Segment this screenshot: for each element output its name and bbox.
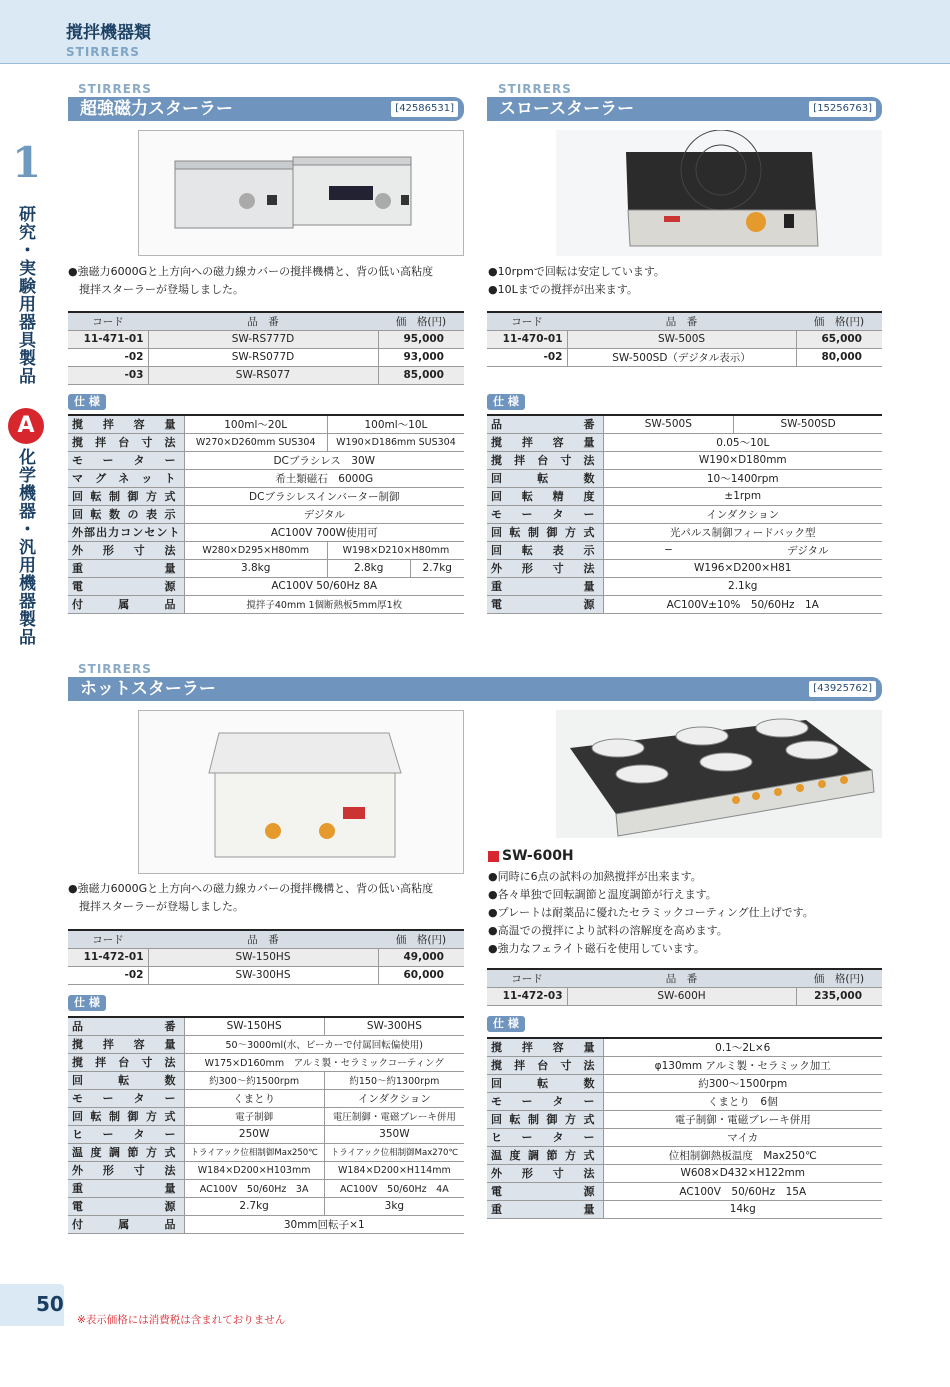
s3-label: STIRRERS — [78, 662, 152, 676]
s1-bullet: ●強磁力6000Gと上方向への磁力線カバーの撹拌機構と、背の低い高粘度 — [68, 265, 434, 278]
spec-value: くまとり — [184, 1089, 324, 1107]
s3-bullet: 撹拌スターラーが登場しました。 — [68, 900, 244, 913]
product-name: SW-500S — [567, 330, 796, 348]
s1-title — [68, 97, 464, 121]
product-price: 85,000 — [378, 366, 464, 384]
s3-spec-label: 仕 様 — [68, 995, 106, 1011]
table-header-row — [68, 312, 464, 330]
spec-key: 撹拌台寸法 — [68, 433, 184, 451]
s3-code: [43925762] — [809, 681, 876, 697]
s2-spec-table — [487, 414, 882, 614]
spec-row — [487, 451, 882, 469]
product-code: 11-471-01 — [68, 330, 148, 348]
spec-value: 2.7kg — [184, 1197, 324, 1215]
spec-row — [487, 1164, 882, 1182]
s2-code: [15256763] — [809, 101, 876, 117]
spec-value: AC100V 50/60Hz 3A — [184, 1179, 324, 1197]
stirrer-illustration — [556, 130, 882, 256]
s3-bullets — [68, 880, 433, 916]
spec-row — [487, 523, 882, 541]
spec-value: W184×D200×H114mm — [324, 1161, 464, 1179]
product-price: 49,000 — [378, 948, 464, 966]
spec-key: 撹拌台寸法 — [487, 451, 603, 469]
spec-key: 外形寸法 — [68, 1161, 184, 1179]
product-name: SW-RS077 — [148, 366, 378, 384]
s2-product-photo — [556, 130, 882, 256]
spec-key: 撹拌容量 — [487, 433, 603, 451]
spec-row — [487, 1110, 882, 1128]
spec-value: SW-300HS — [324, 1017, 464, 1035]
spec-value: W190×D186mm SUS304 — [327, 433, 464, 451]
spec-value: W280×D295×H80mm — [184, 541, 327, 559]
spec-key: 付属品 — [68, 1215, 184, 1233]
spec-key: マグネット — [68, 469, 184, 487]
chapter-number: 1 — [12, 138, 42, 187]
table-row — [68, 966, 464, 984]
col-name: 品 番 — [148, 930, 378, 948]
s4-model-heading — [488, 848, 574, 864]
spec-value: くまとり 6個 — [603, 1092, 882, 1110]
spec-value: SW-150HS — [184, 1017, 324, 1035]
spec-value: 撹拌子40mm 1個断熱板5mm厚1枚 — [184, 595, 464, 613]
s1-bullets — [68, 263, 433, 299]
product-price: 65,000 — [796, 330, 882, 348]
spec-value: SW-500SD — [734, 415, 882, 433]
spec-row — [68, 469, 464, 487]
s4-model: SW-600H — [502, 848, 574, 864]
spec-key: 回転数 — [487, 469, 603, 487]
s4-bullet: ●各々単独で回転調節と温度調節が行えます。 — [488, 888, 717, 901]
s3-bullet: ●強磁力6000Gと上方向への磁力線カバーの撹拌機構と、背の低い高粘度 — [68, 882, 434, 895]
spec-key: 重量 — [487, 577, 603, 595]
product-name: SW-150HS — [148, 948, 378, 966]
spec-key: 品番 — [487, 415, 603, 433]
col-name: 品 番 — [567, 969, 796, 987]
spec-key: 撹拌台寸法 — [68, 1053, 184, 1071]
spec-row — [68, 559, 464, 577]
spec-value: − — [603, 541, 734, 559]
s4-spec-label: 仕 様 — [487, 1016, 525, 1032]
spec-key: 外部出力コンセント — [68, 523, 184, 541]
spec-key: 品番 — [68, 1017, 184, 1035]
spec-key: 撹拌容量 — [68, 415, 184, 433]
spec-value: W608×D432×H122mm — [603, 1164, 882, 1182]
table-header-row — [68, 930, 464, 948]
spec-value: 3.8kg — [184, 559, 327, 577]
spec-value: W190×D180mm — [603, 451, 882, 469]
table-header-row — [487, 969, 882, 987]
product-name: SW-500SD（デジタル表示） — [567, 348, 796, 366]
table-row — [487, 348, 882, 366]
spec-value: 約300〜約1500rpm — [184, 1071, 324, 1089]
spec-value: 2.1kg — [603, 577, 882, 595]
product-name: SW-300HS — [148, 966, 378, 984]
spec-row — [68, 1035, 464, 1053]
spec-value: AC100V±10% 50/60Hz 1A — [603, 595, 882, 613]
spec-row — [487, 577, 882, 595]
spec-row — [68, 487, 464, 505]
chapter-title: 研究・実験用器具製品 — [15, 205, 35, 385]
spec-value: インダクション — [324, 1089, 464, 1107]
s3-product-photo — [138, 710, 464, 874]
spec-key: 電源 — [487, 595, 603, 613]
stirrer-illustration — [139, 131, 464, 256]
spec-row — [487, 1056, 882, 1074]
spec-row — [487, 1200, 882, 1218]
spec-row — [487, 1092, 882, 1110]
spec-key: モーター — [487, 1092, 603, 1110]
spec-row — [68, 1053, 464, 1071]
spec-value: インダクション — [603, 505, 882, 523]
spec-row — [487, 469, 882, 487]
spec-row — [68, 451, 464, 469]
product-name: SW-RS077D — [148, 348, 378, 366]
table-row — [68, 348, 464, 366]
spec-key: 回転数 — [68, 1071, 184, 1089]
spec-value: W196×D200×H81 — [603, 559, 882, 577]
spec-value: 約300〜1500rpm — [603, 1074, 882, 1092]
spec-row — [487, 1038, 882, 1056]
spec-value: 350W — [324, 1125, 464, 1143]
spec-value: 位相制御熱板温度 Max250℃ — [603, 1146, 882, 1164]
spec-row — [487, 1182, 882, 1200]
spec-key: 重量 — [68, 1179, 184, 1197]
spec-row — [68, 1107, 464, 1125]
spec-value: AC100V 50/60Hz 15A — [603, 1182, 882, 1200]
spec-value: トライアック位相制御Max270℃ — [324, 1143, 464, 1161]
spec-key: 付属品 — [68, 595, 184, 613]
spec-value: 50〜3000ml(水、ビーカーで付属回転偏使用) — [184, 1035, 464, 1053]
spec-value: W175×D160mm アルミ製・セラミックコーティング — [184, 1053, 464, 1071]
spec-value: 約150〜約1300rpm — [324, 1071, 464, 1089]
spec-value: 電子制御・電磁ブレーキ併用 — [603, 1110, 882, 1128]
spec-row — [68, 1017, 464, 1035]
spec-row — [487, 1074, 882, 1092]
table-row — [68, 948, 464, 966]
s2-product-table — [487, 311, 882, 367]
tax-footnote: ※表示価格には消費税は含まれておりません — [77, 1314, 286, 1326]
product-price: 60,000 — [378, 966, 464, 984]
spec-row — [68, 1197, 464, 1215]
s3-spec-table — [68, 1016, 464, 1234]
s1-label: STIRRERS — [78, 82, 152, 96]
s4-bullet: ●強力なフェライト磁石を使用しています。 — [488, 942, 705, 955]
page-subtitle: STIRRERS — [66, 45, 140, 59]
s2-spec-label: 仕 様 — [487, 394, 525, 410]
spec-row — [68, 415, 464, 433]
table-header-row — [487, 312, 882, 330]
spec-value: 2.8kg — [327, 559, 410, 577]
spec-key: 電源 — [68, 1197, 184, 1215]
spec-key: ヒーター — [68, 1125, 184, 1143]
spec-value: 光パルス制御フィードバック型 — [603, 523, 882, 541]
product-price: 95,000 — [378, 330, 464, 348]
spec-key: モーター — [68, 1089, 184, 1107]
s1-product-table — [68, 311, 464, 385]
s4-bullets — [488, 868, 814, 958]
product-name: SW-600H — [567, 987, 796, 1005]
spec-row — [487, 415, 882, 433]
page-header — [0, 0, 950, 64]
spec-value: 250W — [184, 1125, 324, 1143]
spec-value: SW-500S — [603, 415, 734, 433]
product-code: -02 — [68, 966, 148, 984]
page-title: 撹拌機器類 — [66, 23, 151, 43]
product-code: 11-470-01 — [487, 330, 567, 348]
spec-key: ヒーター — [487, 1128, 603, 1146]
spec-key: 撹拌容量 — [487, 1038, 603, 1056]
s1-code: [42586531] — [391, 101, 458, 117]
product-name: SW-RS777D — [148, 330, 378, 348]
spec-row — [487, 595, 882, 613]
spec-value: W198×D210×H80mm — [327, 541, 464, 559]
product-code: -02 — [487, 348, 567, 366]
col-name: 品 番 — [148, 312, 378, 330]
section-title: 化学機器・汎用機器製品 — [15, 448, 35, 646]
spec-key: 回転精度 — [487, 487, 603, 505]
spec-value: 希土類磁石 6000G — [184, 469, 464, 487]
s3-title-text: ホットスターラー — [80, 679, 216, 699]
spec-key: 電源 — [487, 1182, 603, 1200]
spec-key: 回転表示 — [487, 541, 603, 559]
spec-value: デジタル — [184, 505, 464, 523]
spec-key: モーター — [68, 451, 184, 469]
col-code: コード — [68, 312, 148, 330]
col-code: コード — [487, 969, 567, 987]
product-code: 11-472-03 — [487, 987, 567, 1005]
hot-stirrer-illustration — [139, 711, 464, 874]
col-price: 価 格(円) — [796, 969, 882, 987]
spec-row — [68, 433, 464, 451]
spec-value: DCブラシレス 30W — [184, 451, 464, 469]
s1-spec-table — [68, 414, 464, 614]
spec-row — [68, 1143, 464, 1161]
spec-key: 撹拌容量 — [68, 1035, 184, 1053]
spec-row — [68, 1179, 464, 1197]
col-price: 価 格(円) — [378, 312, 464, 330]
spec-key: 回転制御方式 — [487, 1110, 603, 1128]
spec-value: 2.7kg — [410, 559, 464, 577]
page-number-tab — [0, 1284, 64, 1326]
product-code: -02 — [68, 348, 148, 366]
section-badge: A — [8, 408, 44, 444]
col-price: 価 格(円) — [378, 930, 464, 948]
spec-value: 電子制御 — [184, 1107, 324, 1125]
col-code: コード — [68, 930, 148, 948]
spec-value: デジタル — [734, 541, 882, 559]
spec-value: 10〜1400rpm — [603, 469, 882, 487]
spec-row — [68, 1125, 464, 1143]
spec-row — [487, 541, 882, 559]
spec-row — [68, 505, 464, 523]
spec-row — [68, 577, 464, 595]
spec-value: AC100V 700W使用可 — [184, 523, 464, 541]
spec-key: 温度調節方式 — [68, 1143, 184, 1161]
page-number: 50 — [36, 1292, 64, 1316]
spec-value: ±1rpm — [603, 487, 882, 505]
s2-bullet: ●10Lまでの撹拌が出来ます。 — [488, 283, 638, 296]
spec-row — [68, 1161, 464, 1179]
s2-title-text: スロースターラー — [499, 99, 635, 119]
spec-key: 重量 — [487, 1200, 603, 1218]
table-row — [68, 366, 464, 384]
product-code: 11-472-01 — [68, 948, 148, 966]
spec-key: 回転制御方式 — [68, 1107, 184, 1125]
spec-row — [487, 1128, 882, 1146]
spec-value: W270×D260mm SUS304 — [184, 433, 327, 451]
s4-spec-table — [487, 1037, 882, 1219]
spec-key: 回転数の表示 — [68, 505, 184, 523]
red-square-icon — [488, 851, 499, 862]
spec-key: 外形寸法 — [68, 541, 184, 559]
s4-product-photo — [556, 710, 882, 838]
spec-value: 14kg — [603, 1200, 882, 1218]
product-price: 235,000 — [796, 987, 882, 1005]
spec-row — [68, 1071, 464, 1089]
spec-key: 温度調節方式 — [487, 1146, 603, 1164]
spec-row — [487, 1146, 882, 1164]
spec-row — [68, 595, 464, 613]
spec-row — [68, 1215, 464, 1233]
table-row — [487, 987, 882, 1005]
spec-value: W184×D200×H103mm — [184, 1161, 324, 1179]
spec-key: 外形寸法 — [487, 1164, 603, 1182]
table-row — [68, 330, 464, 348]
spec-row — [487, 559, 882, 577]
spec-value: 100ml〜20L — [184, 415, 327, 433]
spec-value: AC100V 50/60Hz 4A — [324, 1179, 464, 1197]
spec-key: 重量 — [68, 559, 184, 577]
spec-value: AC100V 50/60Hz 8A — [184, 577, 464, 595]
spec-value: DCブラシレスインバーター制御 — [184, 487, 464, 505]
s2-label: STIRRERS — [498, 82, 572, 96]
spec-value: マイカ — [603, 1128, 882, 1146]
s3-product-table — [68, 929, 464, 985]
spec-value: 3kg — [324, 1197, 464, 1215]
spec-value: 0.05〜10L — [603, 433, 882, 451]
spec-row — [487, 505, 882, 523]
table-row — [487, 330, 882, 348]
col-name: 品 番 — [567, 312, 796, 330]
col-price: 価 格(円) — [796, 312, 882, 330]
spec-row — [68, 523, 464, 541]
spec-key: モーター — [487, 505, 603, 523]
s2-bullet: ●10rpmで回転は安定しています。 — [488, 265, 665, 278]
spec-key: 撹拌台寸法 — [487, 1056, 603, 1074]
s4-bullet: ●同時に6点の試料の加熱撹拌が出来ます。 — [488, 870, 702, 883]
spec-value: 100ml〜10L — [327, 415, 464, 433]
spec-value: 30mm回転子×1 — [184, 1215, 464, 1233]
spec-key: 電源 — [68, 577, 184, 595]
spec-value: 電圧制御・電磁ブレーキ併用 — [324, 1107, 464, 1125]
s1-product-photo — [138, 130, 464, 256]
s2-title — [487, 97, 882, 121]
chapter-sidebar — [0, 130, 52, 660]
spec-row — [68, 541, 464, 559]
spec-row — [68, 1089, 464, 1107]
s2-bullets — [488, 263, 665, 299]
spec-row — [487, 487, 882, 505]
six-position-stirrer-illustration — [556, 710, 882, 838]
product-price: 93,000 — [378, 348, 464, 366]
spec-key: 外形寸法 — [487, 559, 603, 577]
product-code: -03 — [68, 366, 148, 384]
spec-row — [487, 433, 882, 451]
s4-product-table — [487, 968, 882, 1006]
product-price: 80,000 — [796, 348, 882, 366]
s4-bullet: ●高温での撹拌により試料の溶解度を高めます。 — [488, 924, 728, 937]
spec-value: 0.1〜2L×6 — [603, 1038, 882, 1056]
spec-key: 回転制御方式 — [68, 487, 184, 505]
spec-key: 回転制御方式 — [487, 523, 603, 541]
spec-key: 回転数 — [487, 1074, 603, 1092]
spec-value: φ130mm アルミ製・セラミック加工 — [603, 1056, 882, 1074]
s1-bullet: 撹拌スターラーが登場しました。 — [68, 283, 244, 296]
s4-bullet: ●プレートは耐薬品に優れたセラミックコーティング仕上げです。 — [488, 906, 814, 919]
s3-title — [68, 677, 882, 701]
s1-title-text: 超強磁力スターラー — [80, 99, 233, 119]
s1-spec-label: 仕 様 — [68, 394, 106, 410]
col-code: コード — [487, 312, 567, 330]
spec-value: トライアック位相制御Max250℃ — [184, 1143, 324, 1161]
